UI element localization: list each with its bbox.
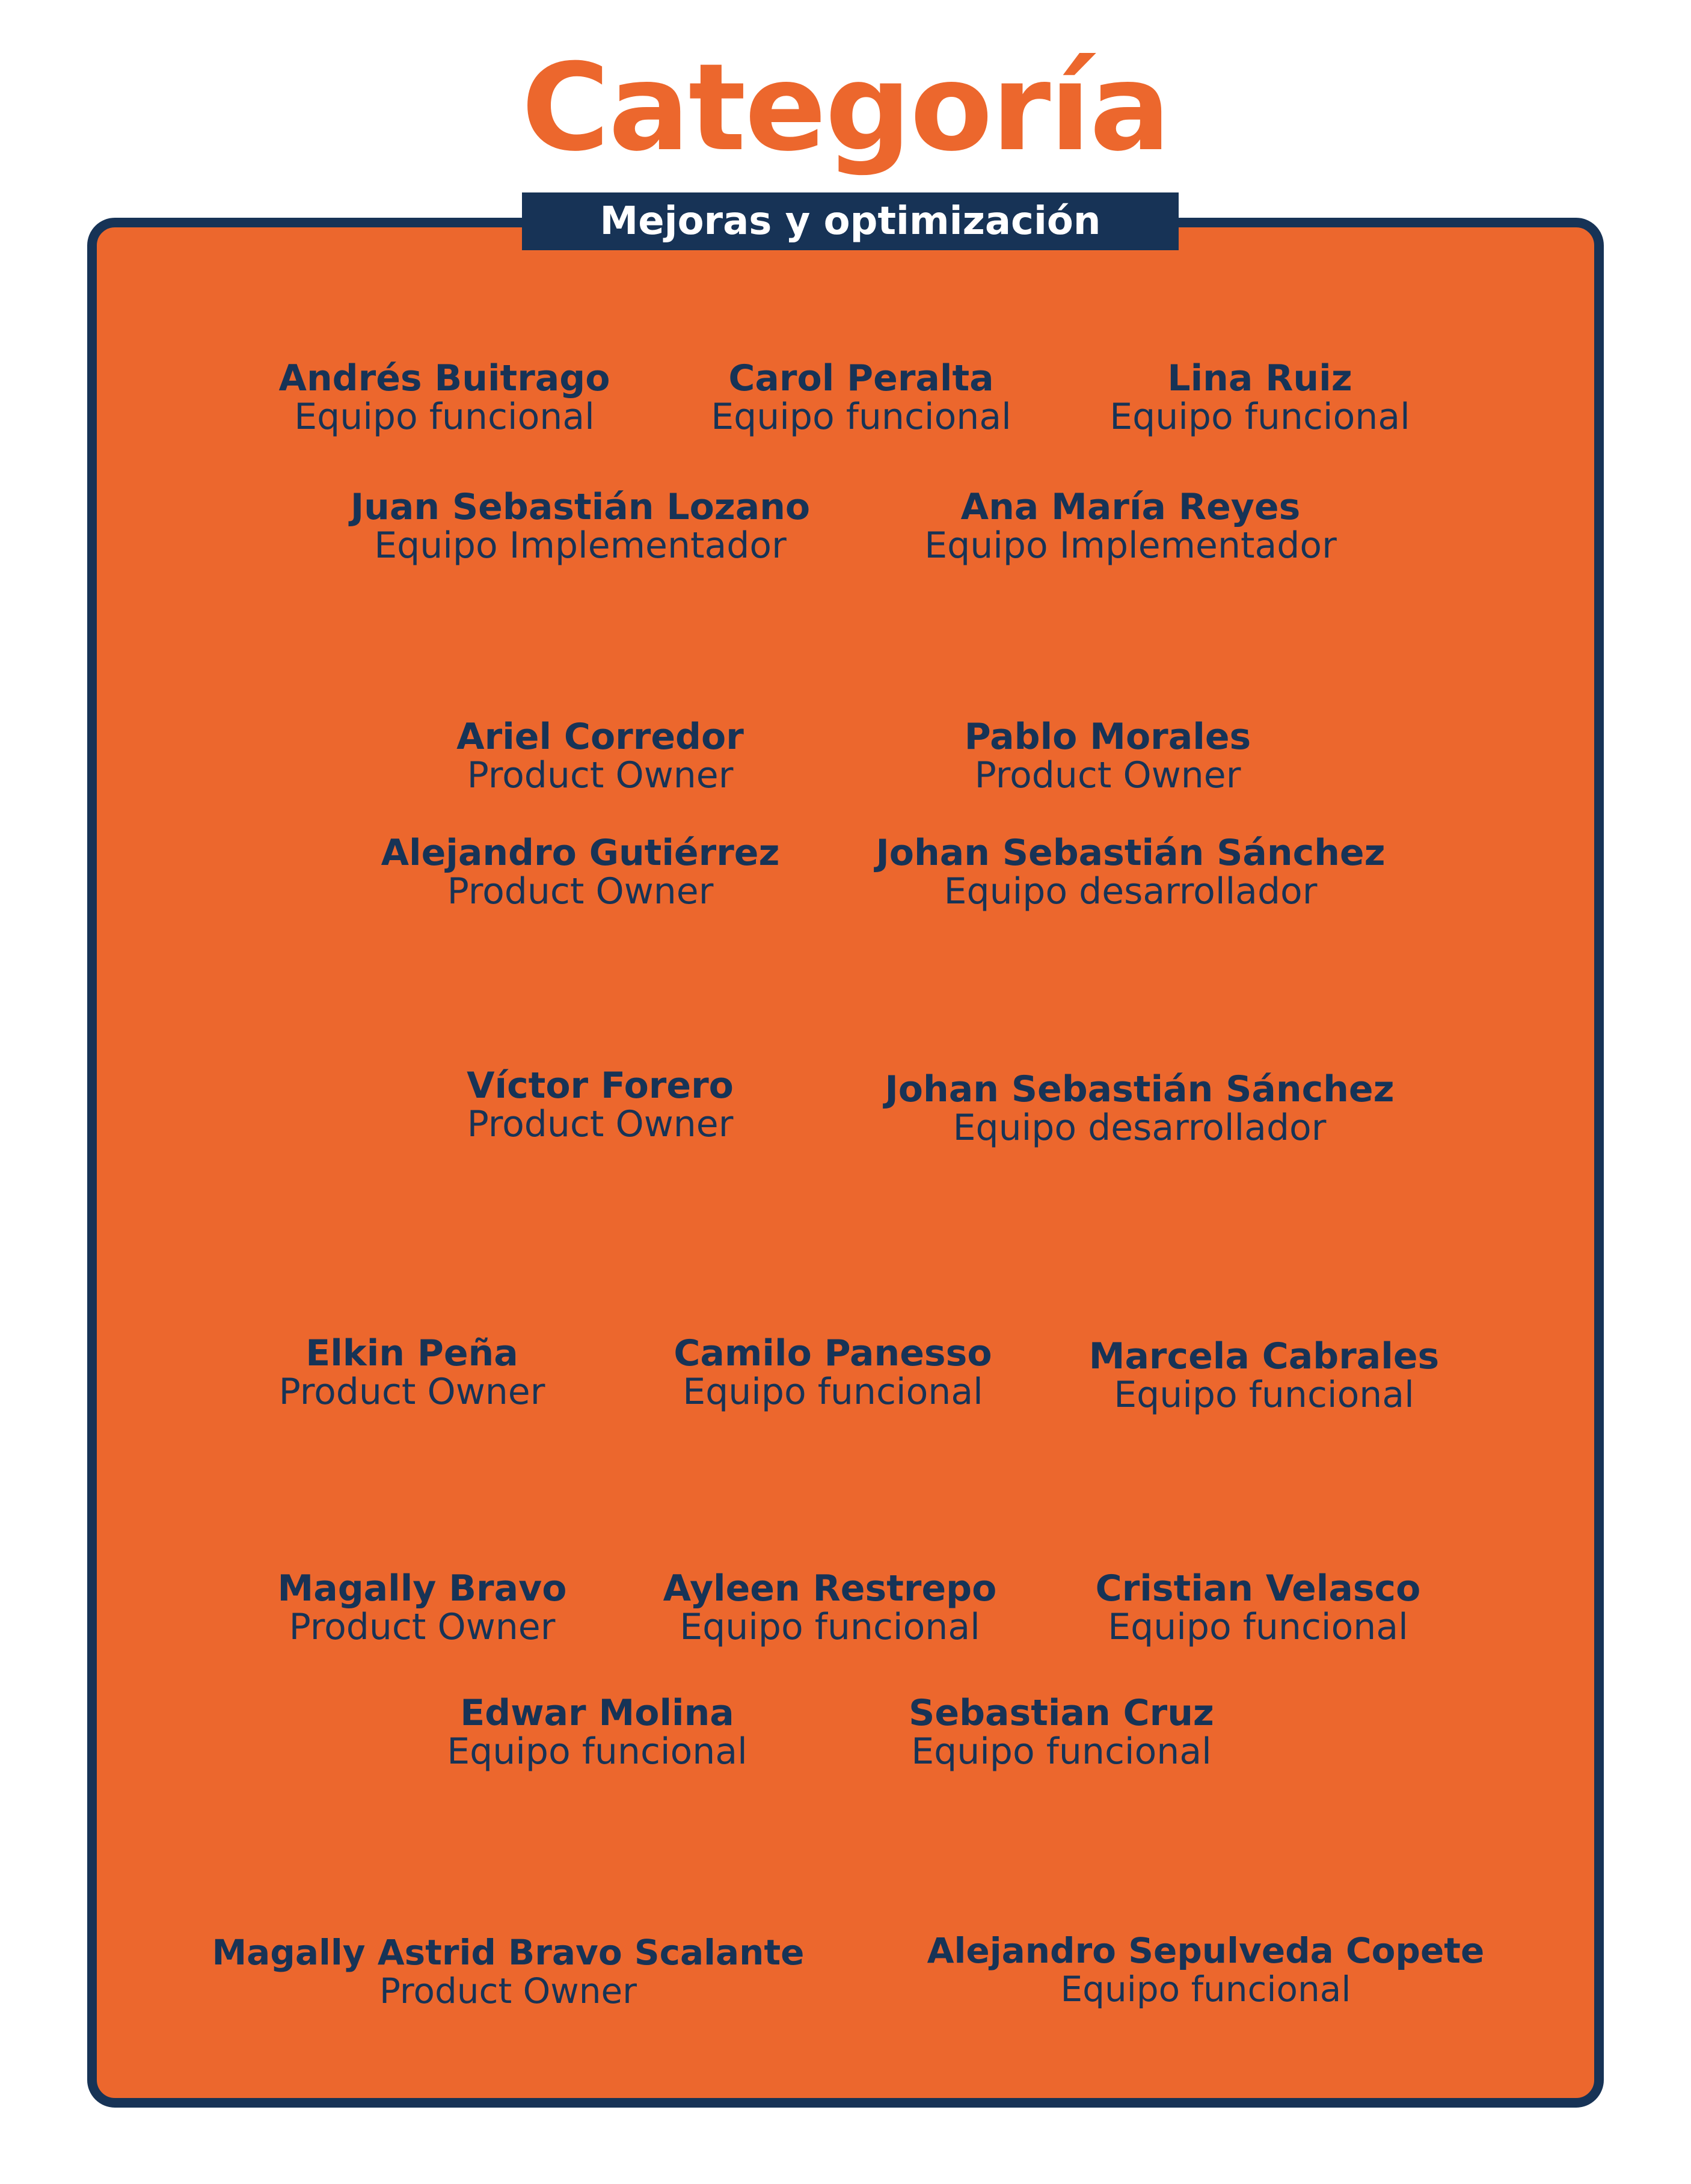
person-role: Product Owner — [379, 1970, 637, 2011]
person-role: Equipo funcional — [1114, 1374, 1414, 1416]
person-name: Alejandro Sepulveda Copete — [927, 1930, 1485, 1971]
person-name: Magally Astrid Bravo Scalante — [212, 1932, 805, 1973]
person-name: Ayleen Restrepo — [663, 1567, 997, 1610]
person-card — [933, 1335, 1595, 1416]
person-role: Equipo funcional — [711, 396, 1011, 438]
person-role: Equipo funcional — [1108, 1606, 1408, 1648]
person-role: Equipo funcional — [911, 1730, 1212, 1773]
person-name: Ariel Corredor — [456, 716, 744, 758]
person-name: Elkin Peña — [305, 1332, 518, 1374]
person-card — [927, 1569, 1589, 1646]
person-role: Equipo desarrollador — [953, 1107, 1327, 1149]
person-role: Product Owner — [467, 754, 734, 796]
person-name: Carol Peralta — [728, 357, 994, 399]
person-card — [731, 1692, 1392, 1773]
person-name: Ana María Reyes — [960, 486, 1301, 528]
person-role: Equipo funcional — [683, 1371, 983, 1413]
person-card — [875, 1931, 1536, 2008]
person-role: Equipo desarrollador — [944, 870, 1318, 912]
page-title: Categoría — [521, 38, 1170, 178]
person-role: Product Owner — [974, 754, 1241, 796]
person-role: Product Owner — [289, 1606, 556, 1648]
person-card — [800, 486, 1461, 567]
person-role: Equipo funcional — [294, 396, 595, 438]
person-role: Equipo Implementador — [924, 524, 1337, 567]
person-card — [929, 357, 1591, 438]
person-card — [177, 1933, 839, 2010]
person-card — [809, 1068, 1470, 1149]
person-role: Product Owner — [278, 1371, 545, 1413]
person-role: Equipo funcional — [1109, 396, 1410, 438]
category-subtitle-badge: Mejoras y optimización — [522, 192, 1179, 250]
person-name: Edwar Molina — [460, 1692, 734, 1734]
person-name: Sebastian Cruz — [909, 1692, 1214, 1734]
person-role: Product Owner — [447, 870, 714, 912]
person-role: Equipo funcional — [1060, 1969, 1351, 2010]
person-role: Equipo Implementador — [374, 524, 787, 567]
person-name: Johan Sebastián Sánchez — [885, 1068, 1395, 1110]
person-name: Andrés Buitrago — [278, 357, 610, 399]
person-name: Camilo Panesso — [674, 1332, 992, 1374]
person-card — [777, 717, 1438, 794]
person-name: Johan Sebastián Sánchez — [876, 832, 1386, 874]
person-name: Marcela Cabrales — [1088, 1335, 1440, 1377]
person-card — [800, 833, 1461, 910]
person-role: Equipo funcional — [680, 1606, 980, 1648]
person-role: Product Owner — [467, 1103, 734, 1145]
person-name: Lina Ruiz — [1167, 357, 1352, 399]
person-name: Magally Bravo — [277, 1567, 567, 1610]
person-role: Equipo funcional — [447, 1730, 747, 1773]
person-name: Alejandro Gutiérrez — [381, 832, 780, 874]
person-name: Pablo Morales — [964, 716, 1251, 758]
person-name: Cristian Velasco — [1095, 1567, 1421, 1610]
person-name: Juan Sebastián Lozano — [350, 486, 811, 528]
person-name: Víctor Forero — [467, 1065, 734, 1107]
